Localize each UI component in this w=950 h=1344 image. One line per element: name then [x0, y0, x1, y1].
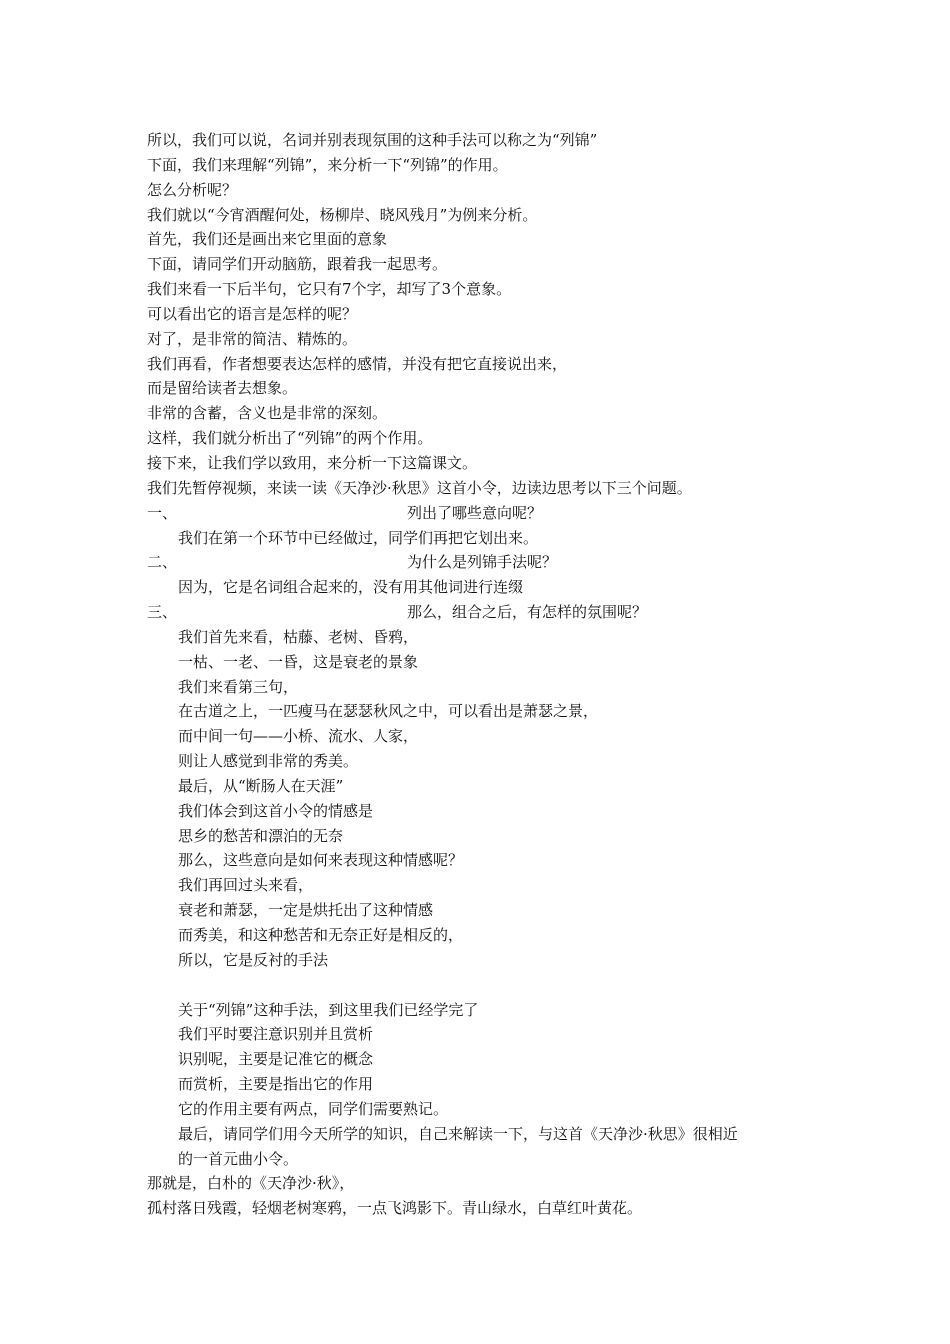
- text-line: 对了，是非常的简洁、精炼的。: [147, 329, 358, 348]
- question-number: 一、: [147, 503, 178, 522]
- question-number: 三、: [147, 603, 178, 622]
- analysis-line: 所以，它是反衬的手法: [178, 950, 329, 969]
- question-text: 那么，组合之后，有怎样的氛围呢？: [407, 603, 648, 622]
- text-line: 我们就以“今宵酒醒何处，杨柳岸、晓风残月”为例来分析。: [147, 205, 538, 224]
- summary-line: 的一首元曲小令。: [178, 1149, 299, 1168]
- final-line: 那就是，白朴的《天净沙·秋》，: [147, 1174, 355, 1193]
- analysis-line: 思乡的愁苦和漂泊的无奈: [178, 826, 344, 845]
- text-line: 下面，我们来理解“列锦”，来分析一下“列锦”的作用。: [147, 155, 508, 174]
- text-line: 而是留给读者去想象。: [147, 379, 298, 398]
- text-line: 我们先暂停视频，来读一读《天净沙·秋思》这首小令，边读边思考以下三个问题。: [147, 478, 692, 497]
- analysis-line: 则让人感觉到非常的秀美。: [178, 752, 359, 771]
- analysis-line: 一枯、一老、一昏，这是衰老的景象: [178, 652, 419, 671]
- analysis-line: 在古道之上，一匹瘦马在瑟瑟秋风之中，可以看出是萧瑟之景，: [178, 702, 599, 721]
- summary-line: 而赏析，主要是指出它的作用: [178, 1075, 374, 1094]
- analysis-line: 我们再回过头来看，: [178, 876, 314, 895]
- summary-line: 它的作用主要有两点，同学们需要熟记。: [178, 1099, 449, 1118]
- question-1: [147, 501, 827, 526]
- analysis-line: 而秀美，和这种愁苦和无奈正好是相反的，: [178, 926, 464, 944]
- analysis-line: 我们体会到这首小令的情感是: [178, 801, 374, 820]
- text-line: 这样，我们就分析出了“列锦”的两个作用。: [147, 429, 433, 448]
- analysis-line: 而中间一句——小桥、流水、人家，: [178, 727, 419, 746]
- question-text: 为什么是列锦手法呢？: [407, 553, 558, 572]
- document-body: [147, 128, 827, 1221]
- text-line: 接下来，让我们学以致用，来分析一下这篇课文。: [147, 453, 478, 472]
- question-number: 二、: [147, 553, 178, 572]
- analysis-line: 那么，这些意向是如何来表现这种情感呢？: [178, 851, 464, 870]
- summary-line: 关于“列锦”这种手法，到这里我们已经学完了: [178, 1000, 479, 1019]
- poem-line: 孤村落日残霞，轻烟老树寒鸦，一点飞鸿影下。青山绿水，白草红叶黄花。: [147, 1199, 643, 1218]
- blank-line: [147, 973, 827, 998]
- text-line: 下面，请同学们开动脑筋，跟着我一起思考。: [147, 255, 448, 274]
- summary-line: 我们平时要注意识别并且赏析: [178, 1025, 374, 1044]
- text-line: 怎么分析呢？: [147, 180, 238, 199]
- question-answer: 我们在第一个环节中已经做过，同学们再把它划出来。: [178, 528, 539, 547]
- analysis-line: 最后，从“断肠人在天涯”: [178, 776, 344, 795]
- question-2: [147, 550, 827, 575]
- analysis-line: 衰老和萧瑟，一定是烘托出了这种情感: [178, 901, 434, 920]
- question-answer: 因为，它是名词组合起来的，没有用其他词进行连缀: [178, 578, 524, 597]
- question-3: [147, 600, 827, 625]
- summary-line: 识别呢，主要是记准它的概念: [178, 1050, 374, 1069]
- text-line: 我们来看一下后半句，它只有7个字，却写了3个意象。: [147, 280, 512, 299]
- text-line: 我们再看，作者想要表达怎样的感情，并没有把它直接说出来，: [147, 354, 568, 373]
- text-line: 非常的含蓄，含义也是非常的深刻。: [147, 404, 388, 423]
- analysis-line: 我们首先来看，枯藤、老树、昏鸦，: [178, 627, 419, 646]
- text-line: 可以看出它的语言是怎样的呢？: [147, 304, 358, 323]
- analysis-line: 我们来看第三句，: [178, 677, 299, 696]
- question-text: 列出了哪些意向呢？: [407, 503, 543, 522]
- text-line: 首先，我们还是画出来它里面的意象: [147, 230, 388, 249]
- text-line: 所以，我们可以说，名词并别表现氛围的这种手法可以称之为“列锦”: [147, 131, 598, 149]
- summary-line: 最后，请同学们用今天所学的知识，自己来解读一下，与这首《天净沙·秋思》很相近: [178, 1124, 738, 1143]
